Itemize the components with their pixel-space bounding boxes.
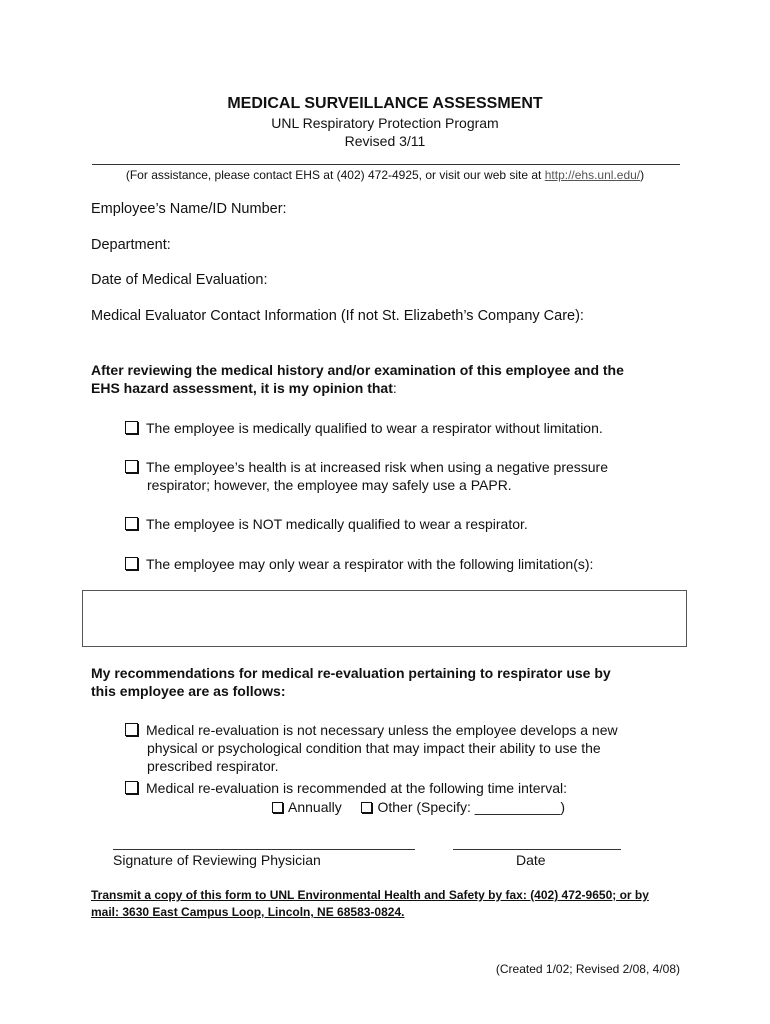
option-label: The employee’s health is at increased risk when using a negative pressure: [146, 459, 608, 475]
page-title: MEDICAL SURVEILLANCE ASSESSMENT: [227, 95, 543, 112]
limitations-textbox[interactable]: [82, 590, 687, 647]
option-label-continued: prescribed respirator.: [147, 758, 279, 774]
option-increased-risk[interactable]: [125, 458, 608, 494]
other-label: Other (Specify: ___________): [377, 799, 566, 815]
checkbox-icon[interactable]: [361, 802, 372, 813]
option-label-continued: respirator; however, the employee may safely use a PAPR.: [147, 477, 512, 493]
assist-suffix: ): [640, 168, 645, 182]
header-divider: [92, 164, 680, 165]
checkbox-icon[interactable]: [125, 460, 138, 473]
transmit-line2: mail: 3630 East Campus Loop, Lincoln, NE 68583-0824.: [91, 905, 405, 919]
revision-note: Revised 3/11: [344, 133, 426, 149]
option-label-continued: physical or psychological condition that may impact their ability to use the: [147, 740, 601, 756]
ehs-website-link[interactable]: http://ehs.unl.edu/: [544, 168, 641, 182]
option-label: The employee is NOT medically qualified to wear a respirator.: [146, 516, 528, 532]
opinion-heading-colon: :: [392, 380, 397, 396]
option-label: The employee is medically qualified to wear a respirator without limitation.: [146, 420, 603, 436]
option-with-limitations[interactable]: [125, 555, 593, 573]
checkbox-icon[interactable]: [272, 802, 283, 813]
checkbox-icon[interactable]: [125, 557, 138, 570]
checkbox-icon[interactable]: [125, 517, 138, 530]
transmit-instructions: [91, 887, 691, 921]
opinion-heading-line2: EHS hazard assessment, it is my opinion that: [91, 380, 393, 396]
reeval-heading-line1: My recommendations for medical re-evaluation pertaining to respirator use by: [91, 665, 611, 681]
other-option[interactable]: [361, 799, 565, 815]
physician-signature-line[interactable]: [113, 849, 415, 850]
interval-options: [272, 798, 565, 816]
option-label: Medical re-evaluation is not necessary unless the employee develops a new: [146, 722, 618, 738]
option-label: The employee may only wear a respirator with the following limitation(s):: [146, 556, 594, 572]
option-qualified-no-limit[interactable]: [125, 419, 603, 437]
checkbox-icon[interactable]: [125, 781, 138, 794]
assistance-note: [0, 168, 770, 182]
option-label: Medical re-evaluation is recommended at the following time interval:: [146, 780, 567, 796]
option-not-qualified[interactable]: [125, 515, 528, 533]
physician-signature-label: Signature of Reviewing Physician: [113, 852, 321, 868]
option-reeval-recommended[interactable]: [125, 779, 567, 797]
evaluation-date-field[interactable]: Date of Medical Evaluation:: [91, 272, 268, 288]
evaluator-contact-field[interactable]: Medical Evaluator Contact Information (If not St. Elizabeth’s Company Care):: [91, 308, 584, 324]
checkbox-icon[interactable]: [125, 723, 138, 736]
annually-option[interactable]: [272, 799, 342, 815]
checkbox-icon[interactable]: [125, 421, 138, 434]
opinion-heading: [91, 361, 624, 397]
revision-history: (Created 1/02; Revised 2/08, 4/08): [495, 962, 680, 976]
reevaluation-heading: [91, 664, 611, 700]
assist-prefix: (For assistance, please contact EHS at (402) 472-4925, or visit our web site at: [125, 168, 545, 182]
reeval-heading-line2: this employee are as follows:: [91, 683, 286, 699]
transmit-line1: Transmit a copy of this form to UNL Environmental Health and Safety by fax: (402) 472-9650; or by: [91, 888, 649, 902]
employee-name-field[interactable]: Employee’s Name/ID Number:: [91, 201, 287, 217]
date-signature-line[interactable]: [453, 849, 621, 850]
department-field[interactable]: Department:: [91, 237, 171, 253]
opinion-heading-line1: After reviewing the medical history and/or examination of this employee and the: [91, 362, 624, 378]
program-name: UNL Respiratory Protection Program: [271, 115, 499, 131]
option-reeval-not-necessary[interactable]: [125, 721, 618, 775]
annually-label: Annually: [288, 799, 342, 815]
date-label: Date: [516, 852, 546, 868]
